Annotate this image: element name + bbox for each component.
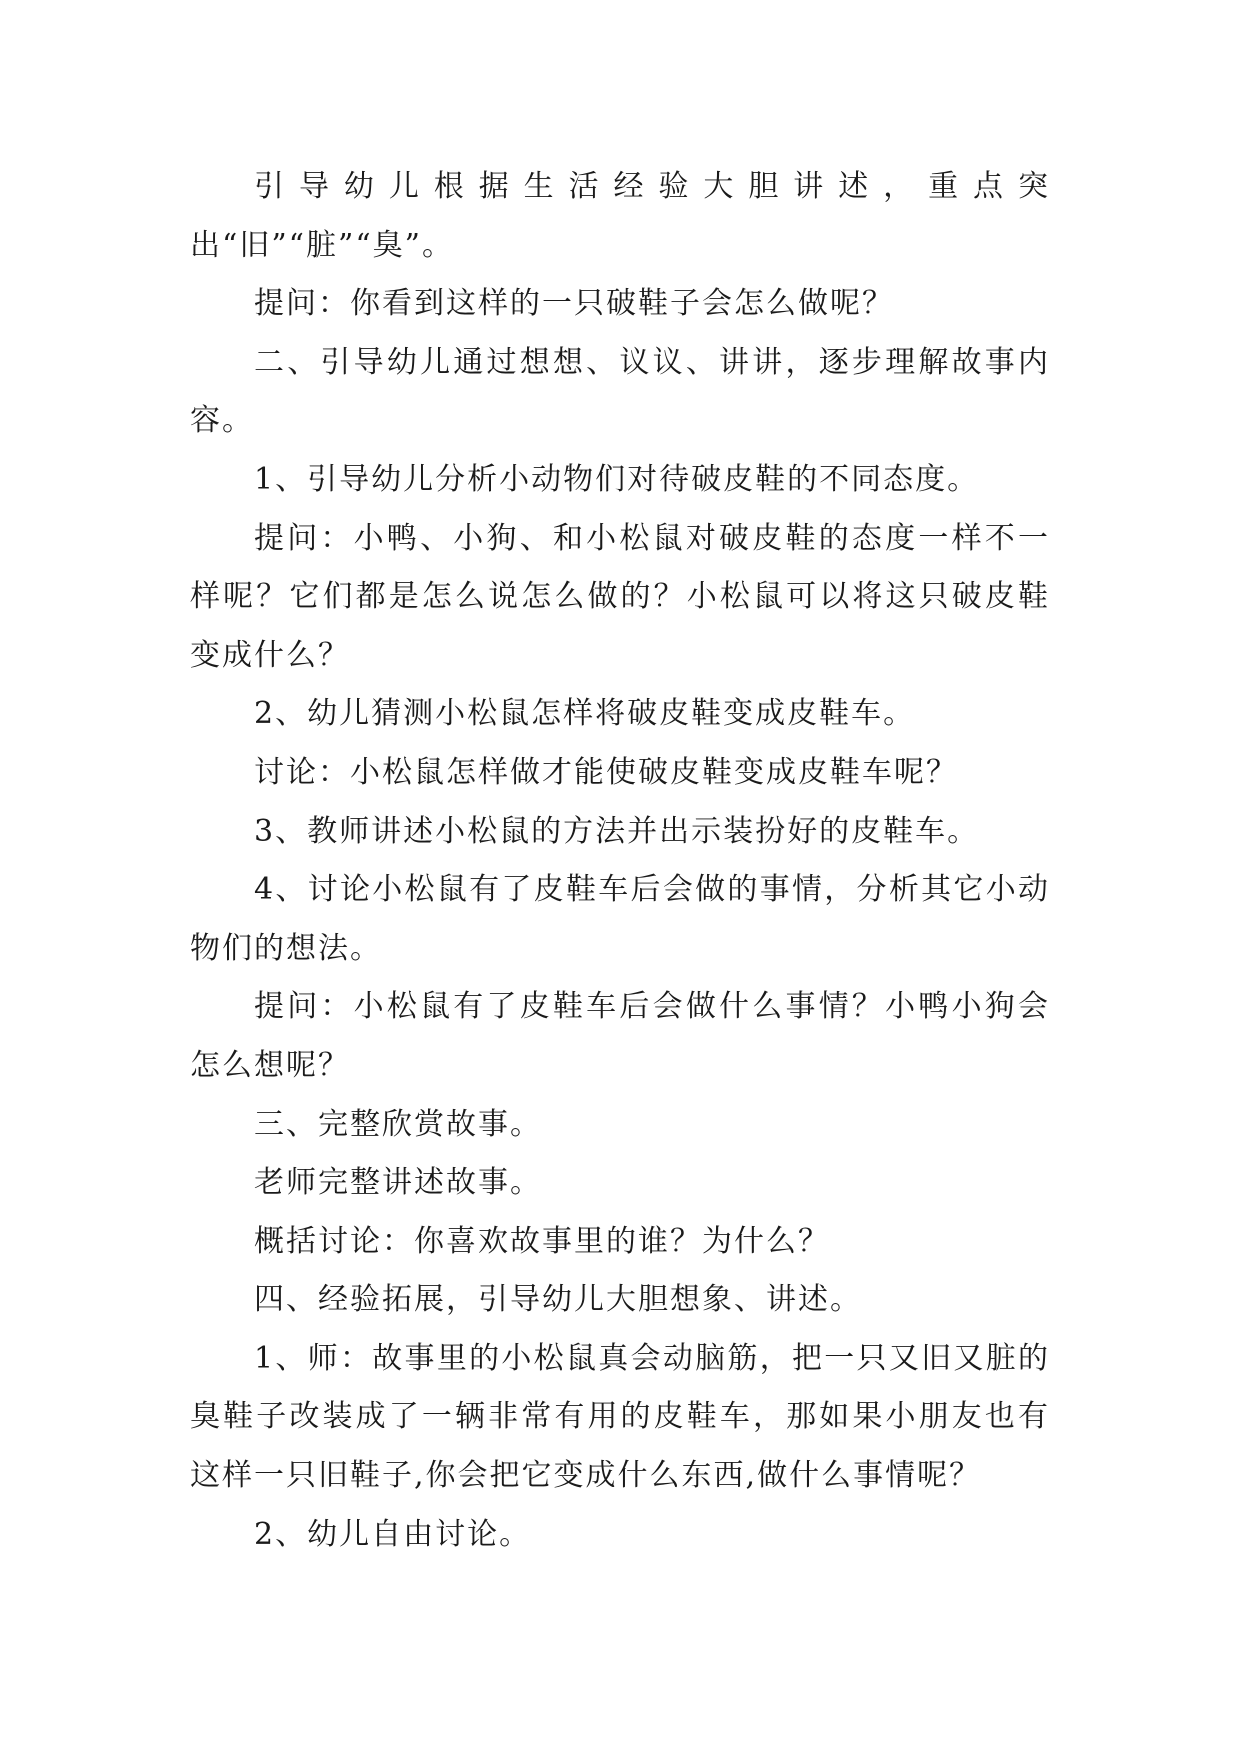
section-heading: 四、经验拓展，引导幼儿大胆想象、讲述。	[254, 1282, 862, 1318]
paragraph: 1、引导幼儿分析小动物们对待破皮鞋的不同态度。	[254, 461, 980, 497]
section-heading: 二、引导幼儿通过想想、议议、讲讲，逐步理解故事内容。	[190, 344, 1050, 439]
document-body	[190, 158, 1050, 1564]
paragraph: 概括讨论：你喜欢故事里的谁？为什么？	[254, 1223, 830, 1259]
paragraph: 2、幼儿猜测小松鼠怎样将破皮鞋变成皮鞋车。	[254, 696, 916, 732]
paragraph: 3、教师讲述小松鼠的方法并出示装扮好的皮鞋车。	[254, 813, 980, 849]
paragraph: 讨论：小松鼠怎样做才能使破皮鞋变成皮鞋车呢？	[254, 754, 958, 790]
paragraph: 引导幼儿根据生活经验大胆讲述，重点突出“旧”“脏”“臭”。	[190, 169, 1050, 263]
paragraph: 老师完整讲述故事。	[254, 1165, 542, 1201]
paragraph: 提问：小松鼠有了皮鞋车后会做什么事情？小鸭小狗会怎么想呢？	[190, 989, 1050, 1083]
paragraph: 2、幼儿自由讨论。	[254, 1516, 532, 1552]
paragraph: 提问：小鸭、小狗、和小松鼠对破皮鞋的态度一样不一样呢？它们都是怎么说怎么做的？小松鼠可以将这只破皮鞋变成什么？	[190, 520, 1050, 673]
paragraph: 4、讨论小松鼠有了皮鞋车后会做的事情，分析其它小动物们的想法。	[190, 872, 1050, 966]
paragraph: 1、师：故事里的小松鼠真会动脑筋，把一只又旧又脏的臭鞋子改装成了一辆非常有用的皮鞋车，那如果小朋友也有这样一只旧鞋子,你会把它变成什么东西,做什么事情呢？	[190, 1340, 1050, 1494]
paragraph: 提问：你看到这样的一只破鞋子会怎么做呢？	[254, 286, 894, 322]
section-heading: 三、完整欣赏故事。	[254, 1106, 542, 1142]
